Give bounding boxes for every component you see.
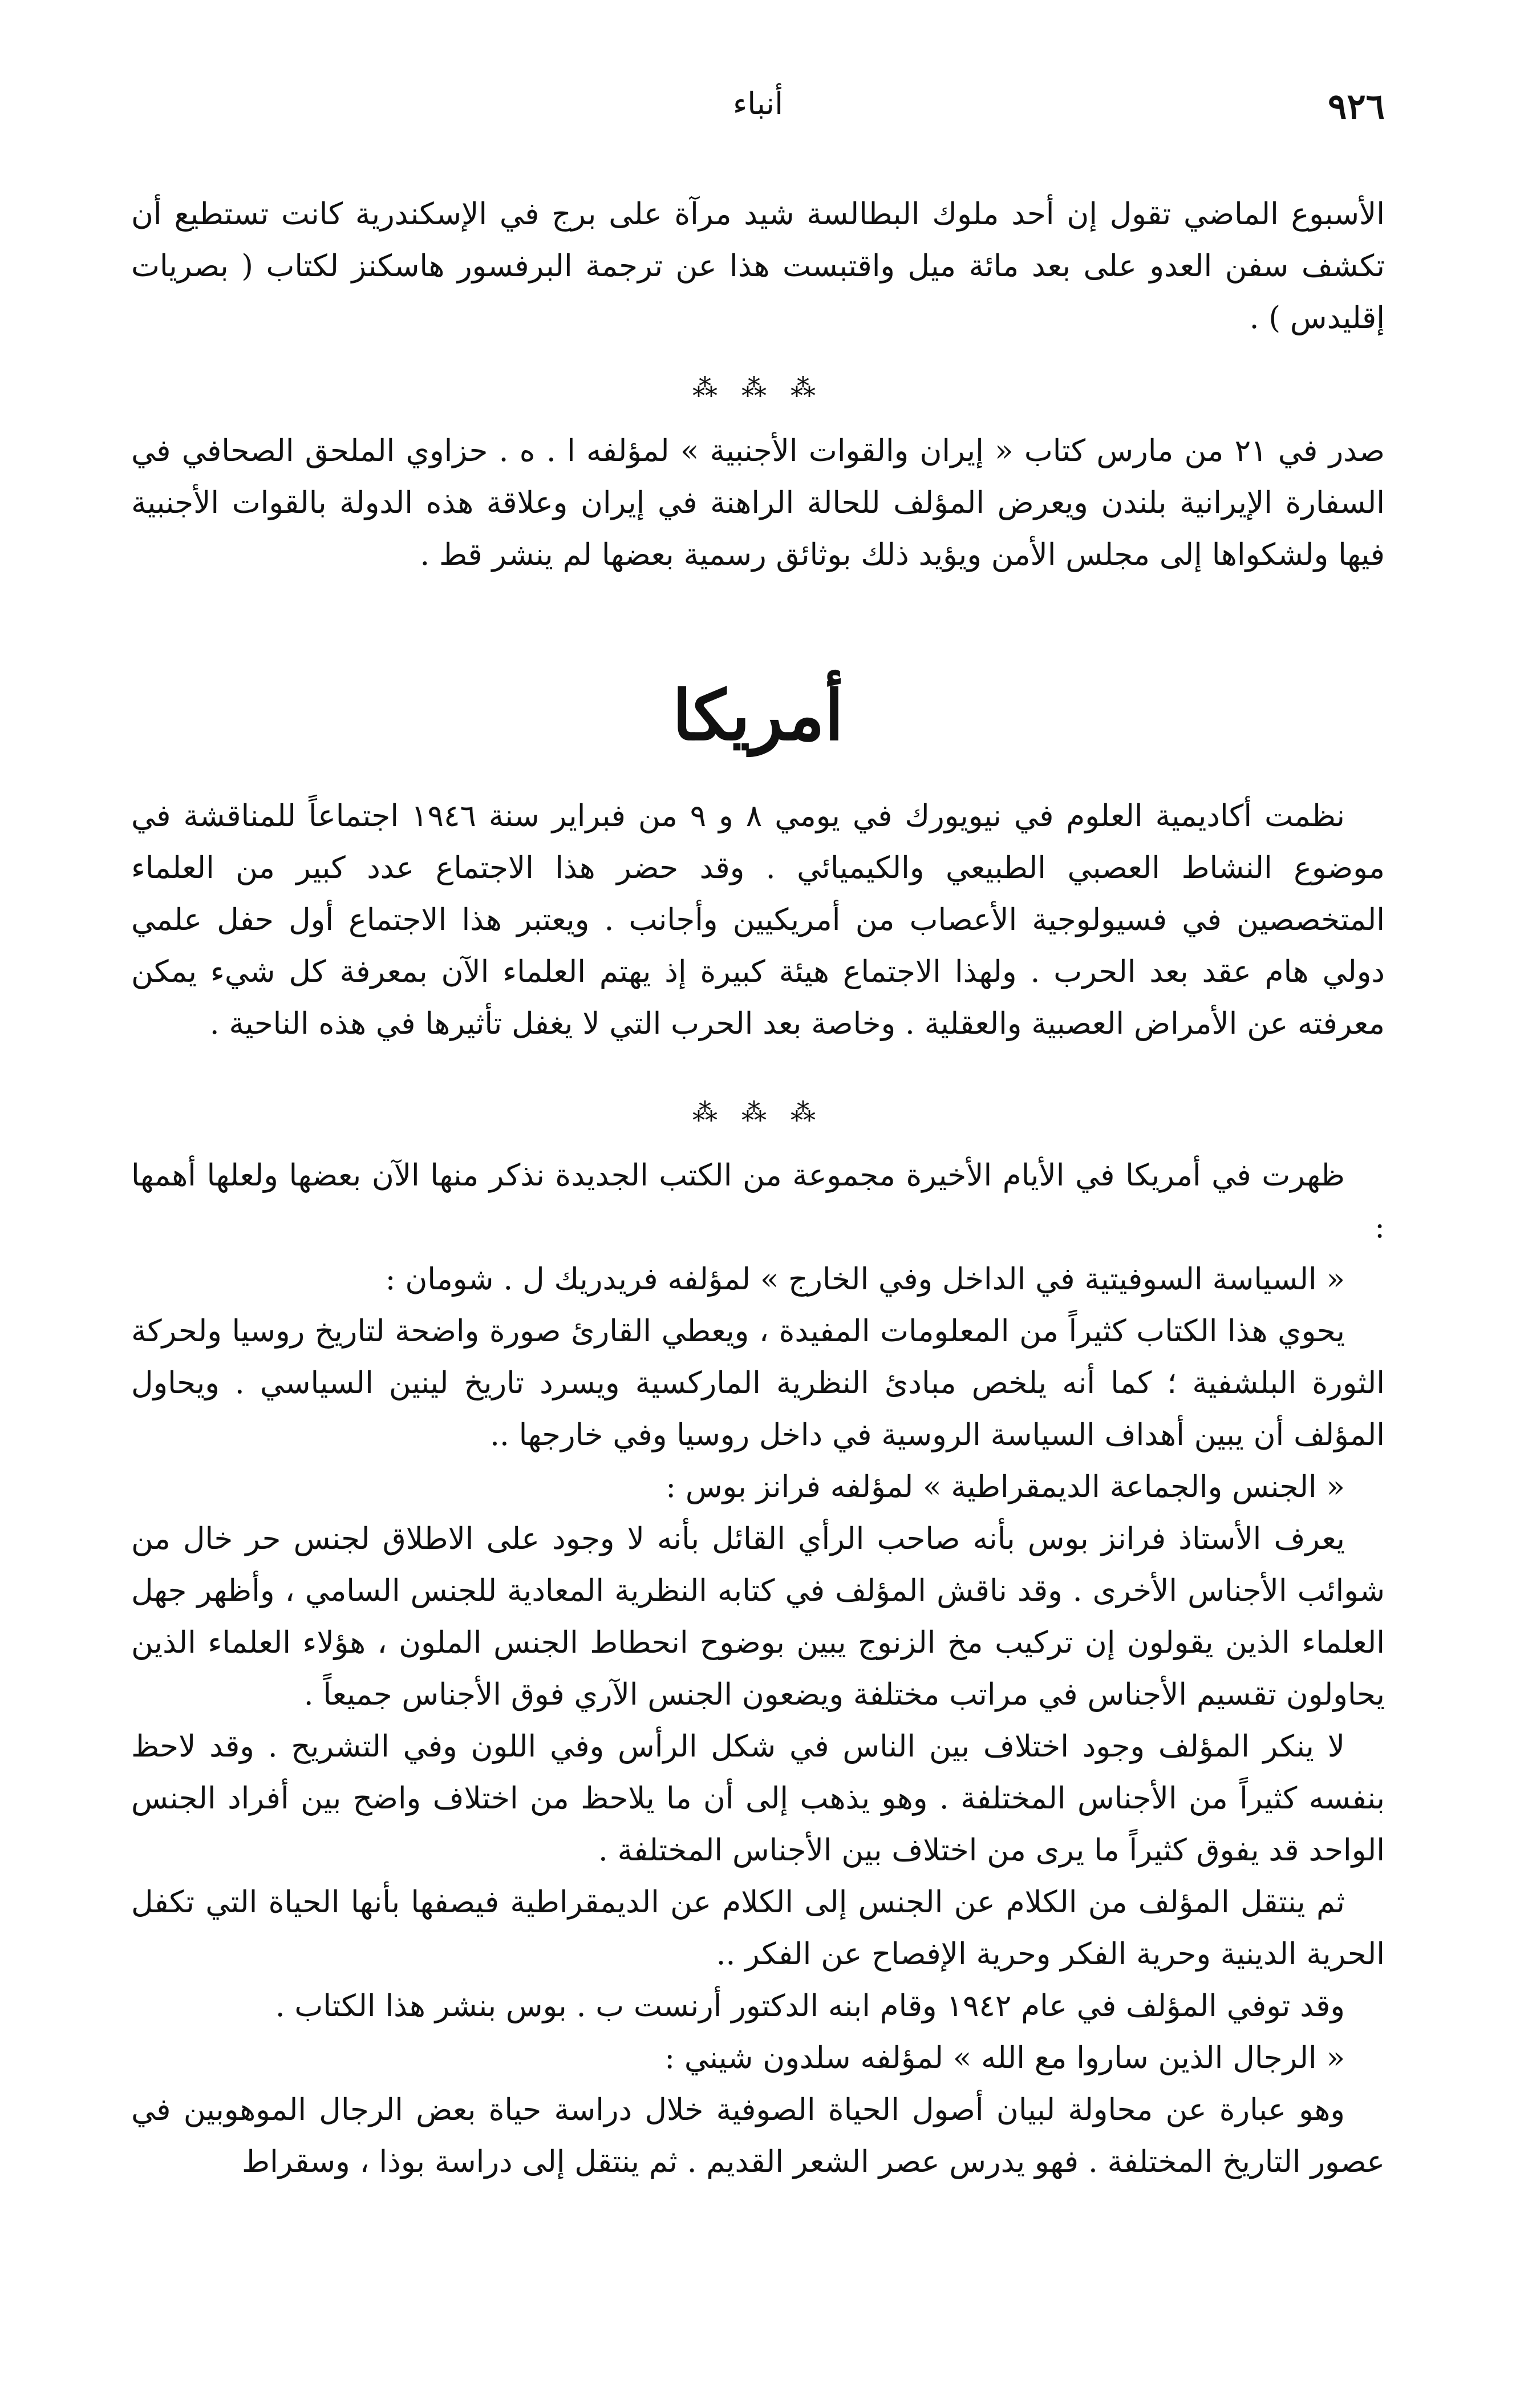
paragraph-text: يحوي هذا الكتاب كثيراً من المعلومات المفيدة ، ويعطي القارئ صورة واضحة لتاريخ روسيا ولحركة الثورة البلشفية ؛ كما أنه يلخص مبادئ النظرية الماركسية ويسرد تاريخ لينين السياسي . ويحاول المؤلف أن يبين أهداف السياسة الروسية في داخل روسيا وفي خارجها .. — [131, 1314, 1385, 1452]
paragraph-text: ثم ينتقل المؤلف من الكلام عن الجنس إلى الكلام عن الديمقراطية فيصفها بأنها الحياة التي تكفل الحرية الدينية وحرية الفكر وحرية الإفصاح عن الفكر .. — [131, 1885, 1385, 1972]
paragraph-text: صدر في ٢١ من مارس كتاب « إيران والقوات الأجنبية » لمؤلفه ا . ه . حزاوي الملحق الصحافي في السفارة الإيرانية بلندن ويعرض المؤلف للحالة الراهنة في إيران وعلاقة هذه الدولة بالقوات الأجنبية فيها ولشكواها إلى مجلس الأمن ويؤيد ذلك بوثائق رسمية بعضها لم ينشر قط . — [131, 434, 1385, 572]
paragraph-text: لا ينكر المؤلف وجود اختلاف بين الناس في شكل الرأس وفي اللون وفي التشريح . وقد لاحظ بنفسه كثيراً من الأجناس المختلفة . وهو يذهب إلى أن ما يلاحظ من اختلاف واضح بين أفراد الجنس الواحد قد يفوق كثيراً ما يرى من اختلاف بين الأجناس المختلفة . — [131, 1729, 1385, 1868]
paragraph-iran-book — [131, 425, 1385, 581]
paragraph-academy-meeting — [131, 790, 1385, 1050]
paragraph-lighthouse — [131, 188, 1385, 344]
section-separator: ⁂ ⁂ ⁂ — [692, 374, 824, 403]
section-heading-america: أمريكا — [672, 675, 844, 756]
paragraph-text: وهو عبارة عن محاولة لبيان أصول الحياة الصوفية خلال دراسة حياة بعض الرجال الموهوبين في عصور التاريخ المختلفة . فهو يدرس عصر الشعر القديم . ثم ينتقل إلى دراسة بوذا ، وسقراط — [131, 2093, 1385, 2179]
book-title-line: « السياسة السوفيتية في الداخل وفي الخارج » لمؤلفه فريدريك ل . شومان : — [385, 1262, 1345, 1297]
books-section — [131, 1150, 1385, 2188]
paragraph-text: ظهرت في أمريكا في الأيام الأخيرة مجموعة من الكتب الجديدة نذكر منها الآن بعضها ولعلها أهمها : — [131, 1158, 1385, 1245]
paragraph-text: وقد توفي المؤلف في عام ١٩٤٢ وقام ابنه الدكتور أرنست ب . بوس بنشر هذا الكتاب . — [275, 1989, 1345, 2023]
page-number: ٩٢٦ — [1328, 86, 1385, 127]
book-title-line: « الجنس والجماعة الديمقراطية » لمؤلفه فرانز بوس : — [666, 1470, 1345, 1504]
book-title-line: « الرجال الذين ساروا مع الله » لمؤلفه سلدون شيني : — [664, 2041, 1345, 2075]
running-title: أنباء — [732, 86, 784, 122]
page-header — [131, 86, 1385, 137]
paragraph-text: يعرف الأستاذ فرانز بوس بأنه صاحب الرأي القائل بأنه لا وجود على الاطلاق لجنس حر خال من شوائب الأجناس الأخرى . وقد ناقش المؤلف في كتابه النظرية المعادية للجنس السامي ، وأظهر جهل العلماء الذين يقولون إن تركيب مخ الزنوج يبين بوضوح انحطاط الجنس الملون ، هؤلاء العلماء الذين يحاولون تقسيم الأجناس في مراتب مختلفة ويضعون الجنس الآري فوق الأجناس جميعاً . — [131, 1521, 1385, 1712]
paragraph-text: الأسبوع الماضي تقول إن أحد ملوك البطالسة شيد مرآة على برج في الإسكندرية كانت تستطيع أن تكشف سفن العدو على بعد مائة ميل واقتبست هذا عن ترجمة البرفسور هاسكنز لكتاب ( بصريات إقليدس ) . — [131, 197, 1385, 335]
section-separator: ⁂ ⁂ ⁂ — [692, 1098, 824, 1127]
paragraph-text: نظمت أكاديمية العلوم في نيويورك في يومي ٨ و ٩ من فبراير سنة ١٩٤٦ اجتماعاً للمناقشة في موضوع النشاط العصبي الطبيعي والكيميائي . وقد حضر هذا الاجتماع عدد كبير من العلماء المتخصصين في فسيولوجية الأعصاب من أمريكيين وأجانب . ويعتبر هذا الاجتماع أول حفل علمي دولي هام عقد بعد الحرب . ولهذا الاجتماع هيئة كبيرة إذ يهتم العلماء الآن بمعرفة كل شيء يمكن معرفته عن الأمراض العصبية والعقلية . وخاصة بعد الحرب التي لا يغفل تأثيرها في هذه الناحية . — [131, 799, 1385, 1041]
